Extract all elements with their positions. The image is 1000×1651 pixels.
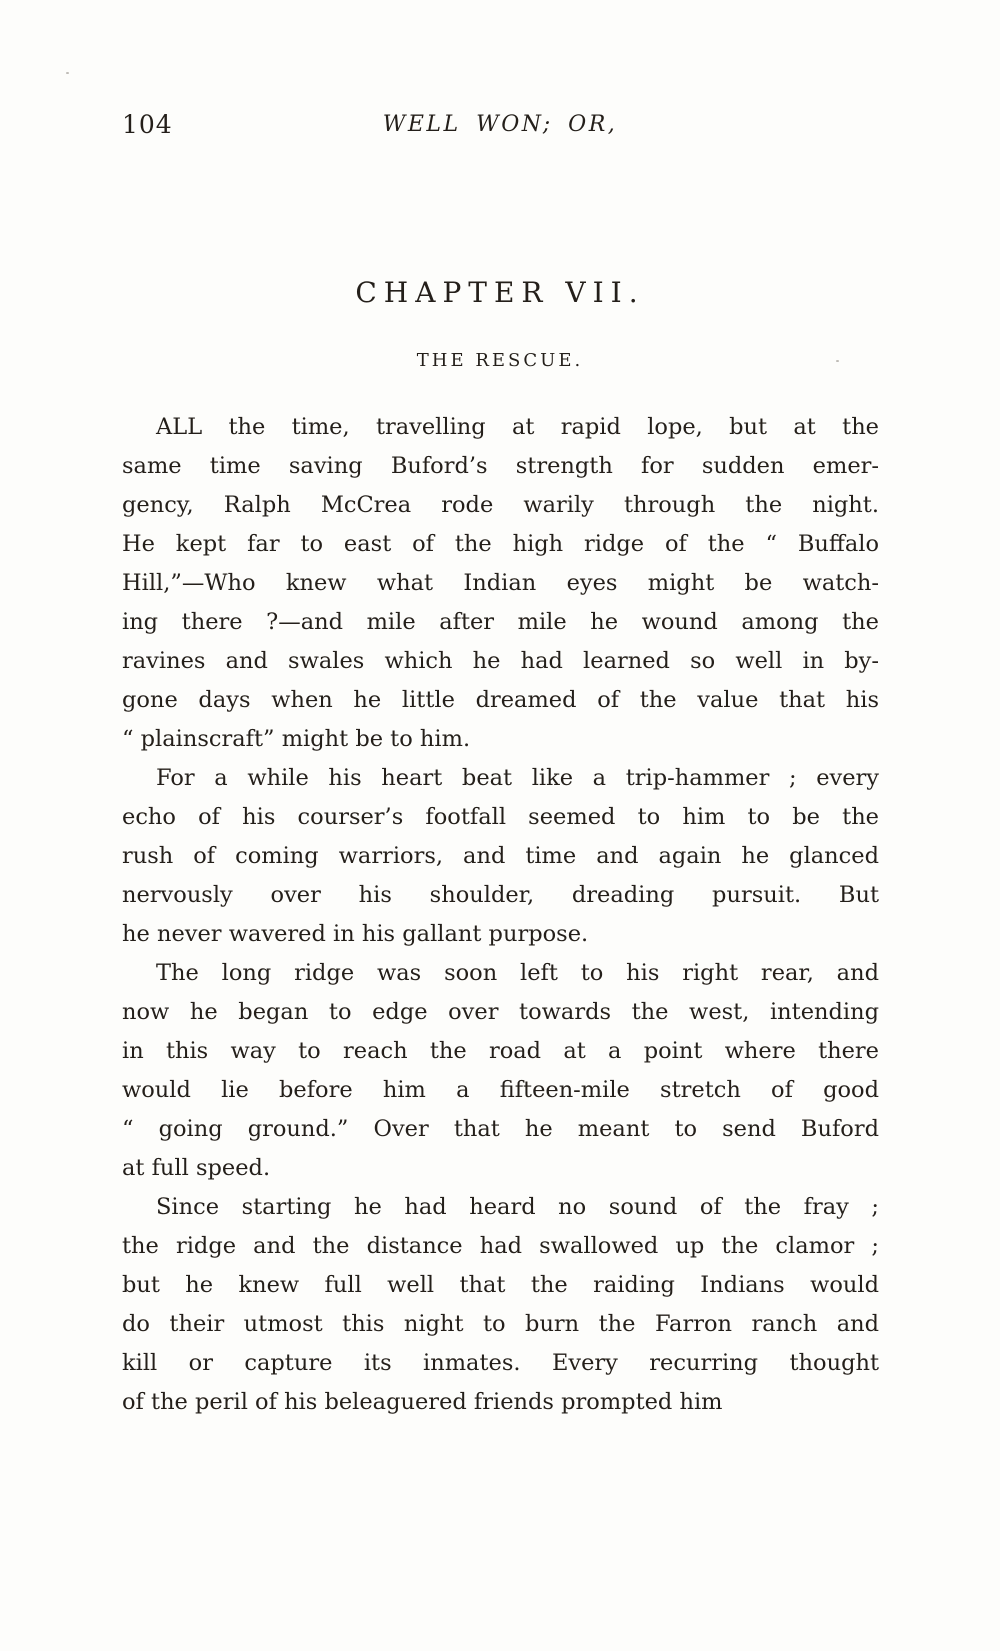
text-line: rush of coming warriors, and time and again he glanced	[122, 843, 879, 869]
text-line: Since starting he had heard no sound of the fray ;	[156, 1194, 879, 1220]
paragraph	[122, 954, 879, 1188]
text-line: For a while his heart beat like a trip-hammer ; every	[156, 765, 879, 791]
text-line: nervously over his shoulder, dreading pursuit. But	[122, 882, 879, 908]
text-line: of the peril of his beleaguered friends prompted him	[122, 1389, 723, 1415]
section-heading: THE RESCUE.	[416, 350, 584, 371]
text-line: ALL the time, travelling at rapid lope, but at the	[156, 414, 879, 440]
text-line: but he knew full well that the raiding Indians would	[122, 1272, 879, 1298]
text-line: would lie before him a fifteen-mile stretch of good	[122, 1077, 879, 1103]
text-line: same time saving Buford’s strength for sudden emer-	[122, 453, 879, 479]
text-line: do their utmost this night to burn the Farron ranch and	[122, 1311, 879, 1337]
running-title: WELL WON; OR,	[382, 112, 618, 137]
paragraph	[122, 759, 879, 954]
text-line: The long ridge was soon left to his right rear, and	[156, 960, 879, 986]
text-line: “ plainscraft” might be to him.	[122, 726, 471, 752]
page-header	[122, 110, 878, 144]
text-line: ravines and swales which he had learned so well in by-	[122, 648, 879, 674]
text-line: kill or capture its inmates. Every recurring thought	[122, 1350, 879, 1376]
text-line: Hill,”—Who knew what Indian eyes might be watch-	[122, 570, 879, 596]
text-line: “ going ground.” Over that he meant to send Buford	[122, 1116, 879, 1142]
text-line: ing there ?—and mile after mile he wound among the	[122, 609, 879, 635]
scan-speck	[66, 72, 69, 74]
chapter-heading: CHAPTER VII.	[355, 276, 645, 309]
paragraph	[122, 408, 879, 759]
page-body	[122, 408, 879, 1422]
text-line: gency, Ralph McCrea rode warily through the night.	[122, 492, 879, 518]
text-line: echo of his courser’s footfall seemed to him to be the	[122, 804, 879, 830]
text-line: the ridge and the distance had swallowed up the clamor ;	[122, 1233, 879, 1259]
paragraph	[122, 1188, 879, 1422]
page-number: 104	[122, 110, 173, 139]
text-line: gone days when he little dreamed of the value that his	[122, 687, 879, 713]
text-line: at full speed.	[122, 1155, 271, 1181]
text-line: He kept far to east of the high ridge of the “ Buffalo	[122, 531, 879, 557]
text-line: he never wavered in his gallant purpose.	[122, 921, 589, 947]
text-line: in this way to reach the road at a point where there	[122, 1038, 879, 1064]
text-line: now he began to edge over towards the west, intending	[122, 999, 879, 1025]
